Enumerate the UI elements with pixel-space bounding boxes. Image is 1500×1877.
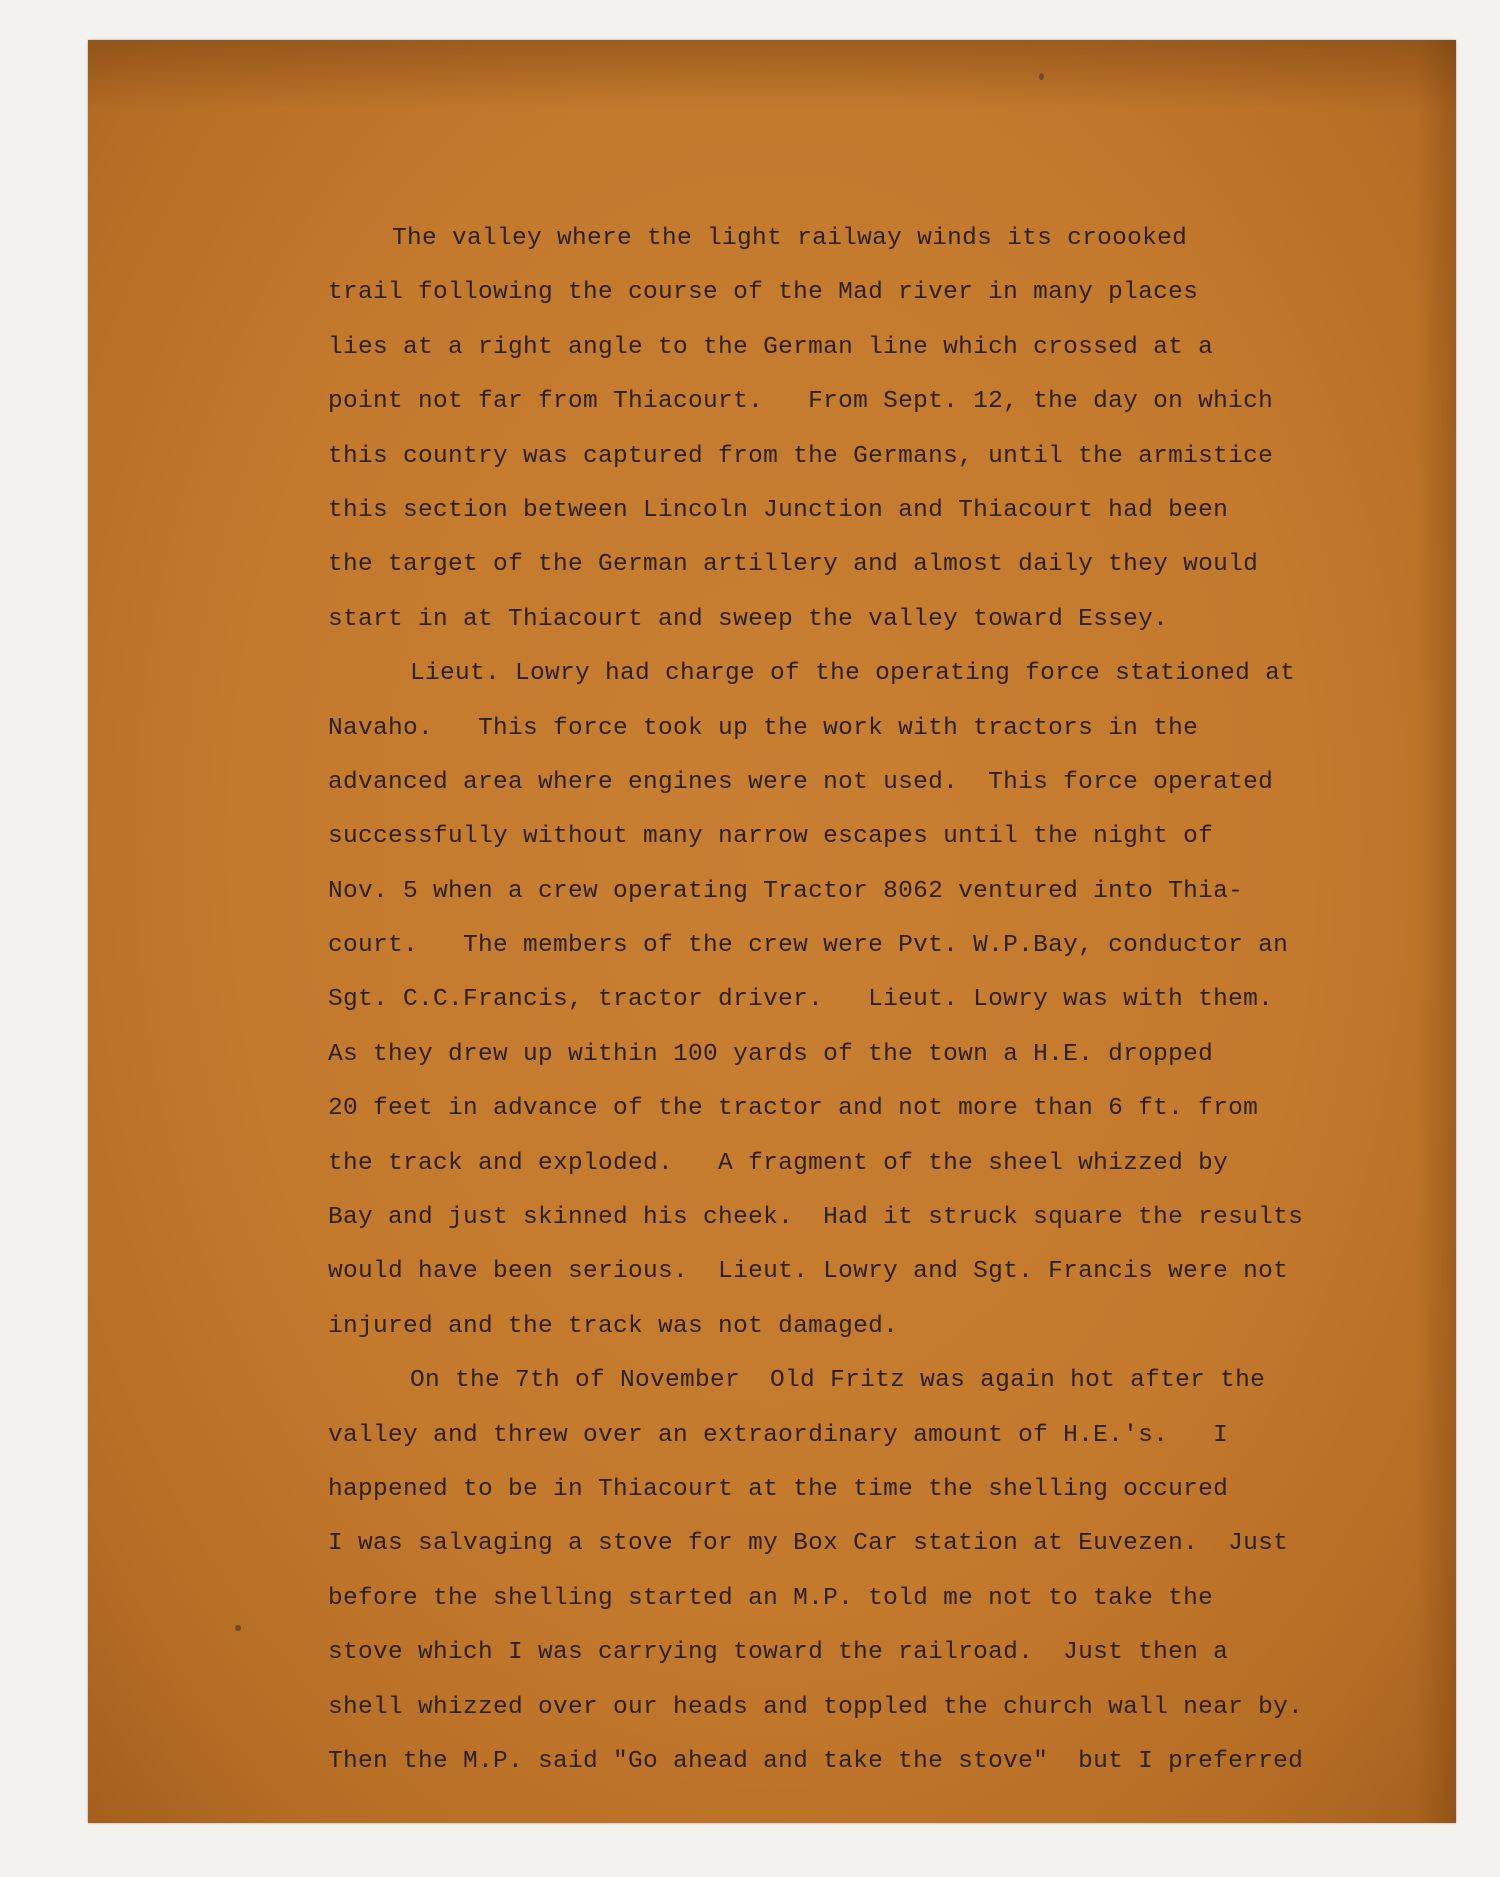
typewritten-page — [88, 40, 1456, 1823]
text-line: On the 7th of November Old Fritz was again hot after the — [410, 1367, 1266, 1395]
text-line: this section between Lincoln Junction and Thiacourt had been — [328, 496, 1229, 524]
text-line: this country was captured from the Germans, until the armistice — [328, 442, 1274, 470]
body-text — [328, 212, 1456, 1789]
text-line: The valley where the light railway winds its croooked — [392, 225, 1188, 252]
ink-speck — [1039, 73, 1044, 80]
text-line: As they drew up within 100 yards of the town a H.E. dropped — [328, 1040, 1214, 1068]
text-line: lies at a right angle to the German line which crossed at a — [328, 333, 1214, 361]
text-line: 20 feet in advance of the tractor and not more than 6 ft. from — [328, 1095, 1259, 1123]
text-line: Navaho. This force took up the work with tractors in the — [328, 714, 1199, 742]
text-line: start in at Thiacourt and sweep the valley toward Essey. — [328, 605, 1169, 633]
text-line: the track and exploded. A fragment of the sheel whizzed by — [328, 1149, 1229, 1177]
text-line: advanced area where engines were not used. This force operated — [328, 768, 1274, 796]
text-line: Lieut. Lowry had charge of the operating force stationed at — [410, 660, 1296, 688]
text-line: Then the M.P. said "Go ahead and take the stove" but I preferred — [328, 1747, 1304, 1775]
text-line: trail following the course of the Mad river in many places — [328, 279, 1199, 307]
text-line: would have been serious. Lieut. Lowry and Sgt. Francis were not — [328, 1258, 1289, 1286]
text-line: before the shelling started an M.P. told me not to take the — [328, 1584, 1214, 1612]
text-line: court. The members of the crew were Pvt. W.P.Bay, conductor an — [328, 932, 1289, 960]
text-line: successfully without many narrow escapes until the night of — [328, 823, 1214, 851]
ink-speck — [235, 1625, 241, 1631]
text-line: happened to be in Thiacourt at the time the shelling occured — [328, 1475, 1229, 1503]
text-line: the target of the German artillery and almost daily they would — [328, 551, 1259, 579]
text-line: valley and threw over an extraordinary amount of H.E.'s. I — [328, 1421, 1229, 1449]
text-line: injured and the track was not damaged. — [328, 1312, 899, 1340]
text-line: shell whizzed over our heads and toppled the church wall near by. — [328, 1693, 1304, 1721]
text-line: point not far from Thiacourt. From Sept. 12, the day on which — [328, 388, 1274, 416]
text-line: I was salvaging a stove for my Box Car station at Euvezen. Just — [328, 1530, 1289, 1558]
text-line: Sgt. C.C.Francis, tractor driver. Lieut. Lowry was with them. — [328, 986, 1274, 1014]
text-line: Bay and just skinned his cheek. Had it struck square the results — [328, 1204, 1304, 1232]
text-line: stove which I was carrying toward the railroad. Just then a — [328, 1639, 1229, 1667]
text-line: Nov. 5 when a crew operating Tractor 8062 ventured into Thia- — [328, 877, 1244, 905]
